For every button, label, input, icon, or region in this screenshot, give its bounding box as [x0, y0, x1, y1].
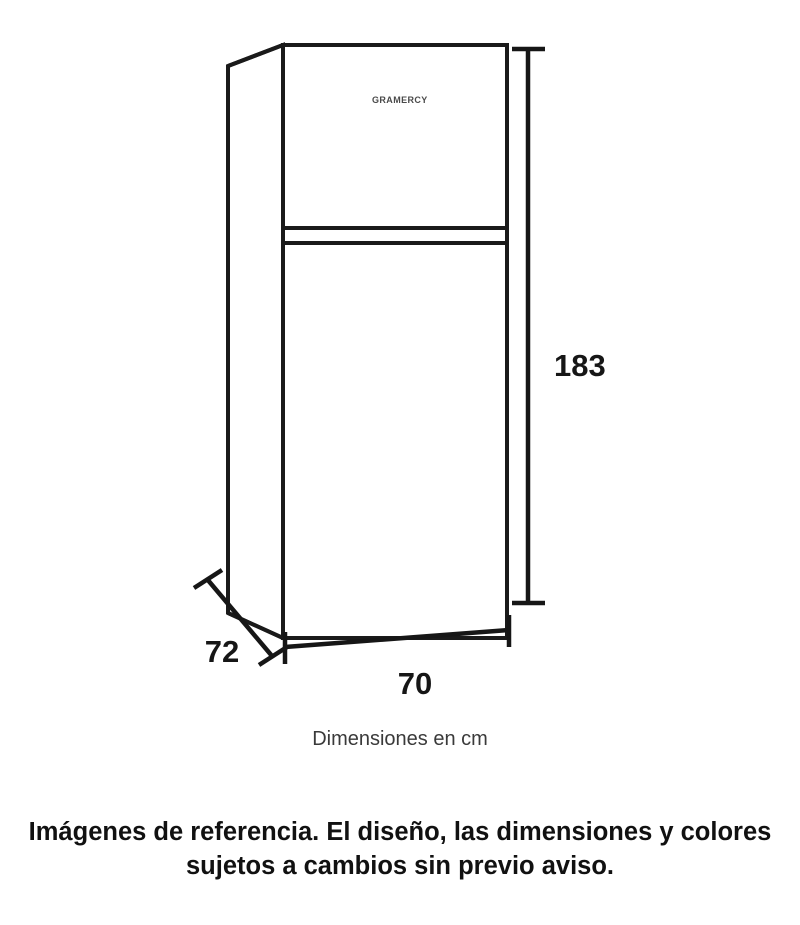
refrigerator-outline	[228, 45, 507, 638]
height-dimension	[512, 49, 545, 603]
units-note: Dimensiones en cm	[312, 728, 488, 750]
disclaimer-line-2: sujetos a cambios sin previo aviso.	[186, 852, 614, 880]
width-dimension-label: 70	[397, 666, 433, 701]
depth-tick-top	[194, 570, 222, 588]
disclaimer-line-1: Imágenes de referencia. El diseño, las dimensiones y colores	[28, 818, 772, 846]
depth-dimension-label: 72	[204, 634, 240, 669]
front-face	[283, 45, 507, 638]
brand-logo-text: GRAMERCY	[372, 95, 428, 105]
top-back-edge	[228, 45, 283, 66]
height-dimension-label: 183	[554, 348, 606, 383]
top-face	[228, 45, 283, 638]
